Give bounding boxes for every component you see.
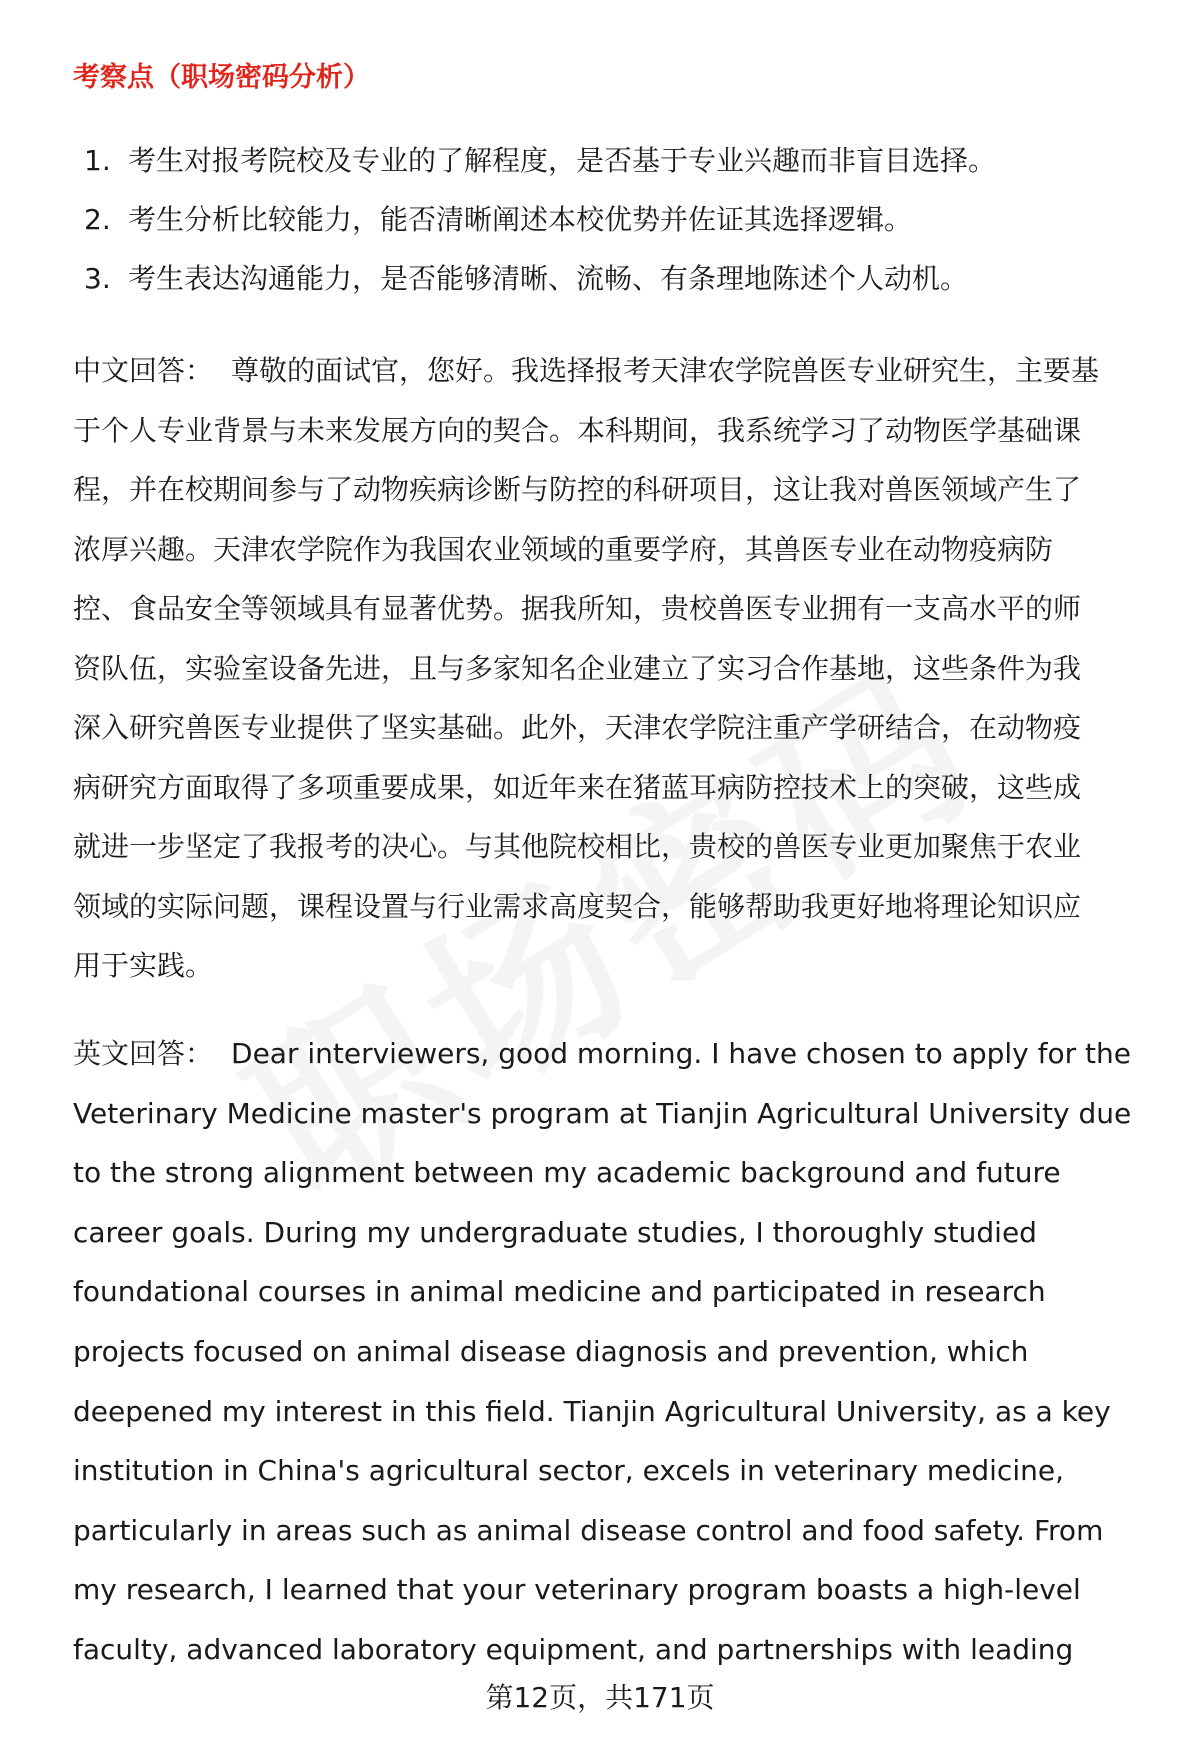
answer-line: career goals. During my undergraduate studies, I thoroughly studied — [73, 1215, 1037, 1249]
answer-line: 领域的实际问题，课程设置与行业需求高度契合，能够帮助我更好地将理论知识应 — [73, 889, 1082, 923]
point-text: 考生分析比较能力，能否清晰阐述本校优势并佐证其选择逻辑。 — [128, 203, 913, 236]
point-text: 考生表达沟通能力，是否能够清晰、流畅、有条理地陈述个人动机。 — [128, 262, 969, 295]
section-title: 考察点（职场密码分析） — [73, 62, 370, 93]
answer-line: deepened my interest in this field. Tianjin Agricultural University, as a key — [73, 1394, 1111, 1428]
assessment-point — [84, 190, 1144, 249]
answer-line: 于个人专业背景与未来发展方向的契合。本科期间，我系统学习了动物医学基础课 — [73, 413, 1082, 447]
answer-line: faculty, advanced laboratory equipment, and partnerships with leading — [73, 1632, 1074, 1666]
answer-line: 程，并在校期间参与了动物疾病诊断与防控的科研项目，这让我对兽医领域产生了 — [73, 473, 1082, 506]
answer-line: my research, I learned that your veterinary program boasts a high-level — [73, 1573, 1081, 1607]
point-text: 考生对报考院校及专业的了解程度，是否基于专业兴趣而非盲目选择。 — [128, 144, 997, 177]
answer-line: particularly in areas such as animal disease control and food safety. From — [73, 1513, 1104, 1547]
chinese-answer-label: 中文回答： — [73, 354, 214, 387]
answer-text: 尊敬的面试官，您好。我选择报考天津农学院兽医专业研究生，主要基 — [231, 354, 1100, 387]
answer-text: Dear interviewers, good morning. I have chosen to apply for the — [231, 1037, 1132, 1070]
answer-line: 深入研究兽医专业提供了坚实基础。此外，天津农学院注重产学研结合，在动物疫 — [73, 711, 1082, 744]
english-answer-label: 英文回答： — [73, 1037, 214, 1070]
answer-line: 用于实践。 — [73, 949, 214, 982]
answer-line — [73, 1024, 1163, 1084]
page-number: 第12页，共171页 — [485, 1681, 715, 1714]
answer-line: Veterinary Medicine master's program at Tianjin Agricultural University due — [73, 1096, 1132, 1130]
answer-line: foundational courses in animal medicine and participated in research — [73, 1275, 1046, 1309]
chinese-answer — [73, 341, 1163, 996]
english-answer — [73, 1024, 1163, 1680]
assessment-points-list — [84, 131, 1144, 308]
answer-line: 浓厚兴趣。天津农学院作为我国农业领域的重要学府，其兽医专业在动物疫病防 — [73, 532, 1054, 566]
answer-line: 控、食品安全等领域具有显著优势。据我所知，贵校兽医专业拥有一支高水平的师 — [73, 592, 1082, 625]
answer-line: institution in China's agricultural sector, excels in veterinary medicine, — [73, 1454, 1064, 1488]
answer-line: 病研究方面取得了多项重要成果，如近年来在猪蓝耳病防控技术上的突破，这些成 — [73, 770, 1082, 804]
assessment-point — [84, 249, 1144, 308]
point-number: 3. — [84, 262, 111, 295]
answer-line: 资队伍，实验室设备先进，且与多家知名企业建立了实习合作基地，这些条件为我 — [73, 651, 1082, 685]
answer-line: to the strong alignment between my academic background and future — [73, 1156, 1061, 1190]
point-number: 1. — [84, 144, 111, 177]
answer-line — [73, 341, 1163, 401]
point-number: 2. — [84, 203, 111, 236]
answer-line: projects focused on animal disease diagnosis and prevention, which — [73, 1334, 1029, 1368]
assessment-point — [84, 131, 1144, 190]
answer-line: 就进一步坚定了我报考的决心。与其他院校相比，贵校的兽医专业更加聚焦于农业 — [73, 830, 1082, 863]
